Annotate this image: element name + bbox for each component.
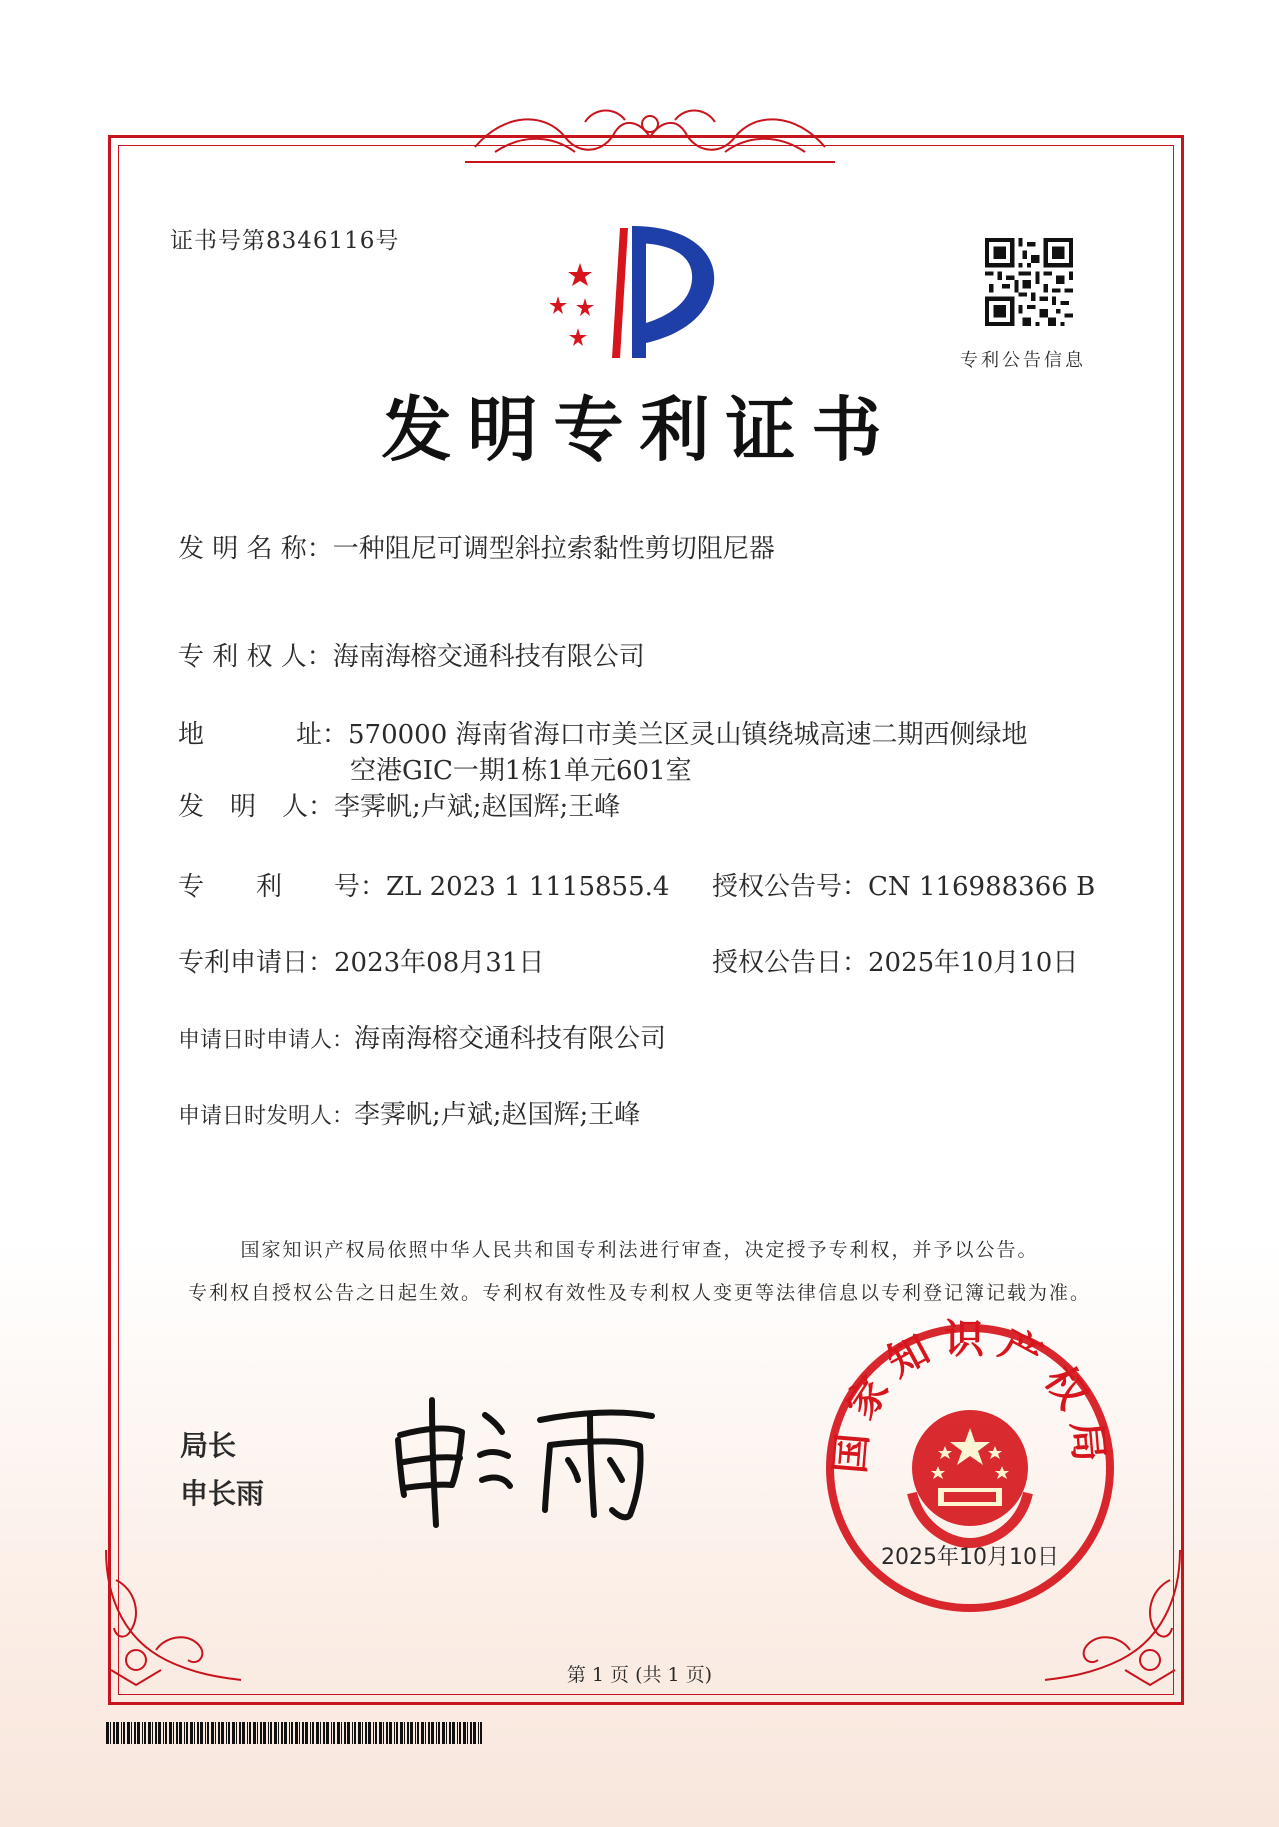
address-row: [178, 714, 1028, 751]
director-title: 局长: [180, 1429, 237, 1462]
cnipa-logo-icon: [550, 218, 750, 368]
applicant-at-filing-label: 申请日时申请人：: [178, 1028, 355, 1053]
inventor-value: 李霁帆;卢斌;赵国辉;王峰: [334, 792, 621, 822]
grant-date-value: 2025年10月10日: [868, 948, 1079, 978]
notice-line-2: 专利权自授权公告之日起生效。专利权有效性及专利权人变更等法律信息以专利登记簿记载为准。: [187, 1282, 1091, 1304]
grant-publication-number-label: 授权公告号：: [712, 872, 869, 902]
patent-number-value: ZL 2023 1 1115855.4: [386, 872, 670, 902]
address-label-a: 地: [178, 720, 205, 750]
svg-text:国家知识产权局: 国家知识产权局: [827, 1318, 1113, 1476]
invention-name-label: 发 明 名 称：: [178, 534, 333, 564]
inventor-at-filing-row: [178, 1094, 640, 1131]
patent-number-label: 专 利 号：: [178, 872, 387, 902]
grant-date-row: [712, 942, 1078, 979]
qr-code-icon[interactable]: [985, 238, 1073, 326]
grant-date-label: 授权公告日：: [712, 948, 869, 978]
address-label-b: 址：: [296, 720, 349, 750]
address-line-2: 空港GIC一期1栋1单元601室: [350, 756, 692, 786]
director-name: 申长雨: [180, 1477, 265, 1510]
inventor-at-filing-value: 李霁帆;卢斌;赵国辉;王峰: [354, 1100, 641, 1130]
certificate-title: 发明专利证书: [381, 388, 898, 471]
barcode-icon: [106, 1722, 486, 1744]
invention-name-value: 一种阻尼可调型斜拉索黏性剪切阻尼器: [332, 534, 775, 564]
filing-date-label: 专利申请日：: [178, 948, 335, 978]
applicant-at-filing-row: [178, 1018, 666, 1055]
patentee-value: 海南海榕交通科技有限公司: [332, 642, 645, 672]
grant-publication-number-row: [712, 866, 1095, 903]
certificate-number: 证书号第8346116号: [170, 228, 400, 254]
patentee-row: [178, 636, 645, 673]
inventor-at-filing-label: 申请日时发明人：: [178, 1104, 355, 1129]
inventor-label: 发 明 人：: [178, 792, 335, 822]
filing-date-value: 2023年08月31日: [334, 948, 545, 978]
invention-name-row: [178, 528, 775, 565]
applicant-at-filing-value: 海南海榕交通科技有限公司: [354, 1024, 667, 1054]
qr-label: 专利公告信息: [960, 350, 1086, 371]
address-line-1: 570000 海南省海口市美兰区灵山镇绕城高速二期西侧绿地: [348, 720, 1028, 750]
inventor-row: [178, 786, 620, 823]
signature-icon: [390, 1390, 660, 1530]
patentee-label: 专 利 权 人：: [178, 642, 333, 672]
grant-publication-number-value: CN 116988366 B: [868, 872, 1096, 902]
filing-date-row: [178, 942, 544, 979]
patent-number-row: [178, 866, 669, 903]
notice-line-1: 国家知识产权局依照中华人民共和国专利法进行审查，决定授予专利权，并予以公告。: [240, 1239, 1039, 1261]
page-number: 第 1 页 (共 1 页): [566, 1664, 713, 1686]
top-ornament-icon: [465, 102, 835, 172]
seal-date: 2025年10月10日: [881, 1545, 1059, 1570]
